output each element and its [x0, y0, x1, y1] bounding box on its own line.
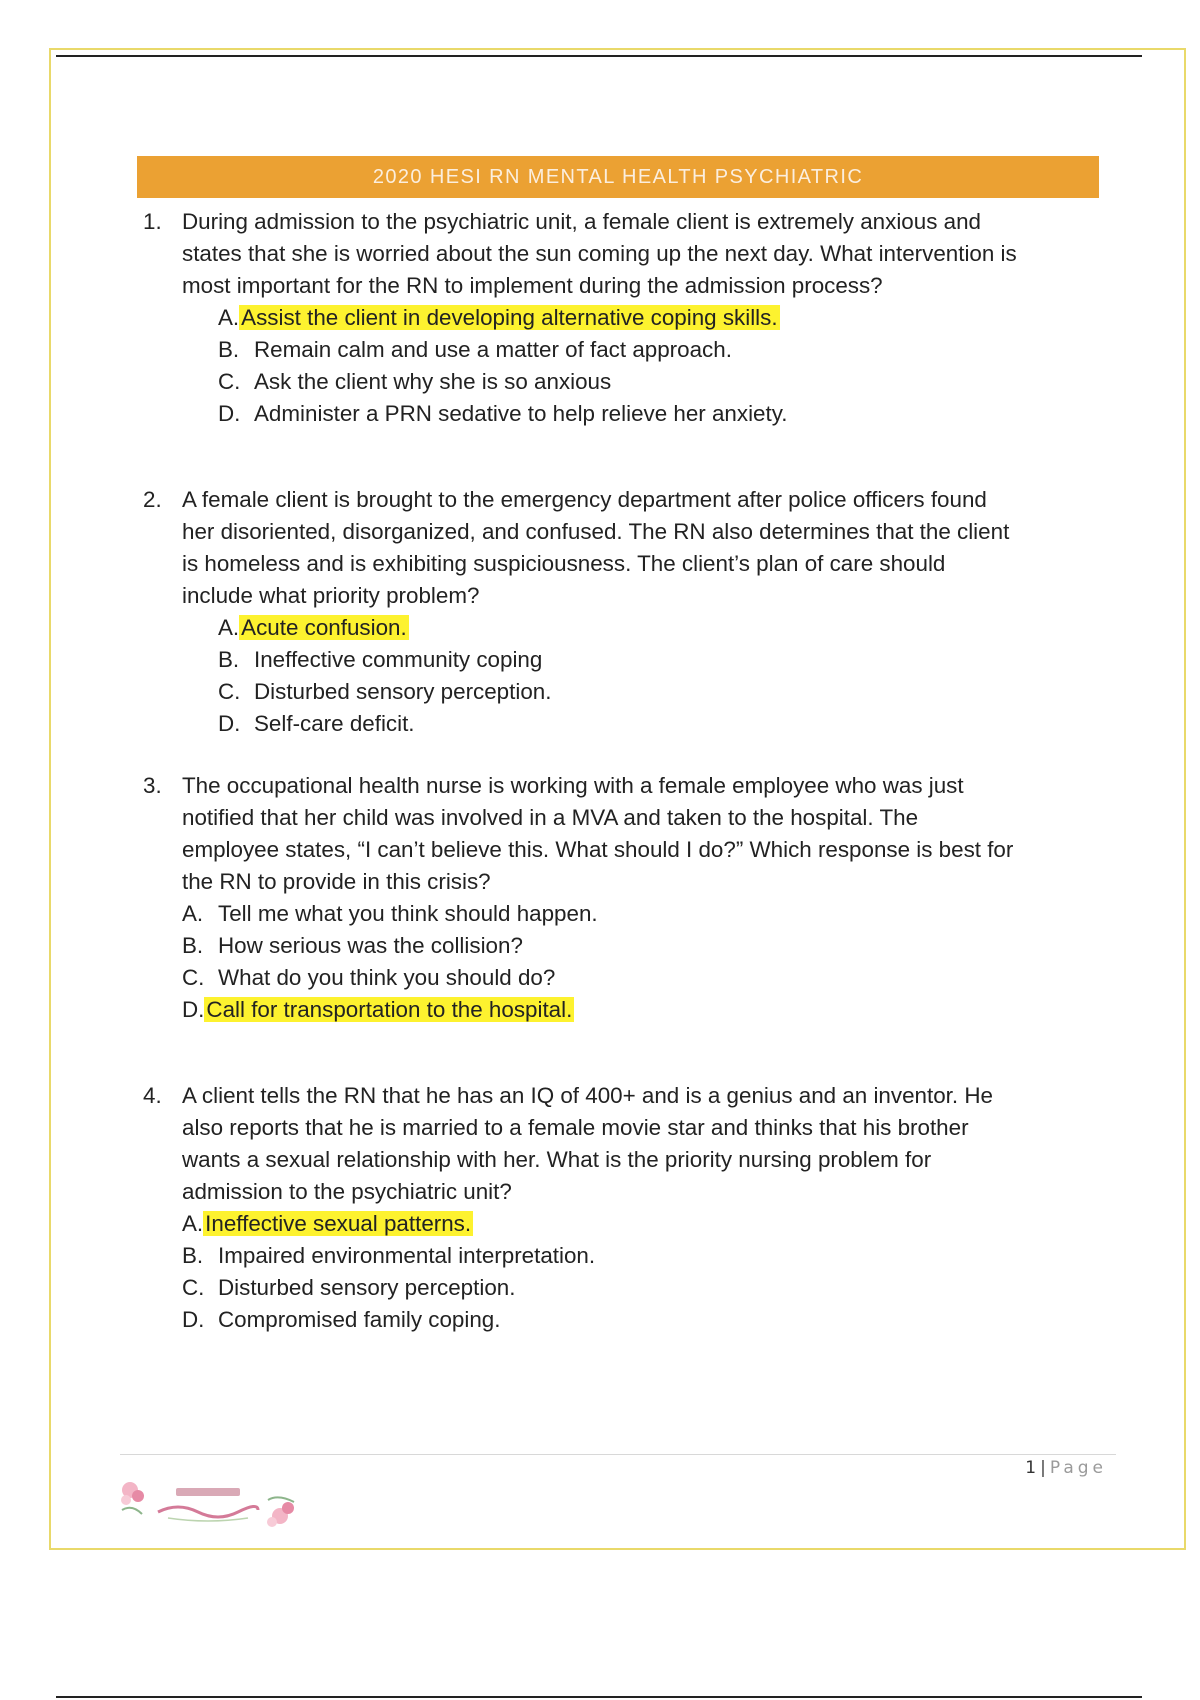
- question-3-option-d: [143, 994, 1103, 1026]
- question-4-option-d: [143, 1304, 1103, 1336]
- option-text: Disturbed sensory perception.: [218, 1275, 516, 1300]
- question-1-stem: [143, 206, 1103, 302]
- option-text: Ask the client why she is so anxious: [254, 369, 612, 394]
- question-3-option-b: [143, 930, 1103, 962]
- option-letter: B.: [182, 933, 204, 958]
- page-number-separator: |: [1040, 1458, 1046, 1478]
- question-1-option-c: [143, 366, 1103, 398]
- floral-logo-icon: [118, 1480, 298, 1530]
- question-2-option-d: [143, 708, 1103, 740]
- option-letter: B.: [218, 647, 240, 672]
- question-4-line-2: also reports that he is married to a female movie star and thinks that his brother: [182, 1115, 969, 1140]
- option-letter: D.: [182, 997, 205, 1022]
- question-2-line-3: is homeless and is exhibiting suspiciousness. The client’s plan of care should: [182, 551, 946, 576]
- question-3-option-c: [143, 962, 1103, 994]
- page-number-value: 1: [1025, 1458, 1037, 1478]
- document-title: 2020 HESI RN MENTAL HEALTH PSYCHIATRIC: [372, 165, 864, 188]
- question-3: [143, 770, 1103, 1026]
- bottom-rule: [56, 1696, 1142, 1698]
- question-2-line-2: her disoriented, disorganized, and confused. The RN also determines that the client: [182, 519, 1010, 544]
- option-letter: A.: [218, 615, 240, 640]
- question-4-option-c: [143, 1272, 1103, 1304]
- option-letter: A.: [182, 1211, 204, 1236]
- question-3-line-1: The occupational health nurse is working with a female employee who was just: [182, 773, 964, 798]
- question-3-line-4: the RN to provide in this crisis?: [182, 869, 491, 894]
- document-title-banner: [137, 156, 1099, 198]
- question-1-number: 1.: [143, 209, 162, 234]
- question-3-option-a: [143, 898, 1103, 930]
- question-4: [143, 1080, 1103, 1336]
- question-2-line-1: A female client is brought to the emergency department after police officers found: [182, 487, 987, 512]
- option-text: Administer a PRN sedative to help relieve her anxiety.: [254, 401, 788, 426]
- question-3-line-2: notified that her child was involved in a MVA and taken to the hospital. The: [182, 805, 919, 830]
- question-4-number: 4.: [143, 1083, 162, 1108]
- question-1-line-1: During admission to the psychiatric unit, a female client is extremely anxious and: [182, 209, 981, 234]
- question-1-line-3: most important for the RN to implement during the admission process?: [182, 273, 883, 298]
- question-1: [143, 206, 1103, 430]
- question-1-option-d: [143, 398, 1103, 430]
- correct-answer-highlight: Assist the client in developing alternative coping skills.: [241, 305, 778, 330]
- page-number: [1025, 1458, 1107, 1478]
- option-letter: D.: [182, 1307, 205, 1332]
- question-2-number: 2.: [143, 487, 162, 512]
- question-1-line-2: states that she is worried about the sun coming up the next day. What intervention is: [182, 241, 1017, 266]
- option-text: Remain calm and use a matter of fact approach.: [254, 337, 732, 362]
- question-4-line-4: admission to the psychiatric unit?: [182, 1179, 512, 1204]
- correct-answer-highlight: Ineffective sexual patterns.: [205, 1211, 472, 1236]
- option-text: Ineffective community coping: [254, 647, 543, 672]
- option-letter: A.: [218, 305, 240, 330]
- correct-answer-highlight: Call for transportation to the hospital.: [206, 997, 573, 1022]
- option-letter: A.: [182, 901, 204, 926]
- question-4-option-b: [143, 1240, 1103, 1272]
- option-letter: C.: [182, 965, 205, 990]
- question-4-line-3: wants a sexual relationship with her. What is the priority nursing problem for: [182, 1147, 932, 1172]
- question-4-option-a: [143, 1208, 1103, 1240]
- option-text: Impaired environmental interpretation.: [218, 1243, 596, 1268]
- option-text: What do you think you should do?: [218, 965, 556, 990]
- option-letter: C.: [182, 1275, 205, 1300]
- question-3-stem: [143, 770, 1103, 898]
- question-4-line-1: A client tells the RN that he has an IQ of 400+ and is a genius and an inventor. He: [182, 1083, 993, 1108]
- question-2-option-a: [143, 612, 1103, 644]
- question-3-number: 3.: [143, 773, 162, 798]
- option-letter: C.: [218, 679, 241, 704]
- option-letter: B.: [218, 337, 240, 362]
- question-2-option-b: [143, 644, 1103, 676]
- option-text: How serious was the collision?: [218, 933, 523, 958]
- option-letter: D.: [218, 401, 241, 426]
- page-label: Page: [1049, 1458, 1107, 1478]
- question-3-line-3: employee states, “I can’t believe this. What should I do?” Which response is best for: [182, 837, 1014, 862]
- question-2: [143, 484, 1103, 740]
- question-2-line-4: include what priority problem?: [182, 583, 480, 608]
- question-2-option-c: [143, 676, 1103, 708]
- question-1-option-a: [143, 302, 1103, 334]
- option-letter: D.: [218, 711, 241, 736]
- option-text: Disturbed sensory perception.: [254, 679, 552, 704]
- question-4-stem: [143, 1080, 1103, 1208]
- option-text: Tell me what you think should happen.: [218, 901, 598, 926]
- footer-rule: [120, 1454, 1116, 1455]
- question-2-stem: [143, 484, 1103, 612]
- option-text: Compromised family coping.: [218, 1307, 501, 1332]
- question-1-option-b: [143, 334, 1103, 366]
- option-letter: B.: [182, 1243, 204, 1268]
- option-text: Self-care deficit.: [254, 711, 415, 736]
- correct-answer-highlight: Acute confusion.: [241, 615, 407, 640]
- option-letter: C.: [218, 369, 241, 394]
